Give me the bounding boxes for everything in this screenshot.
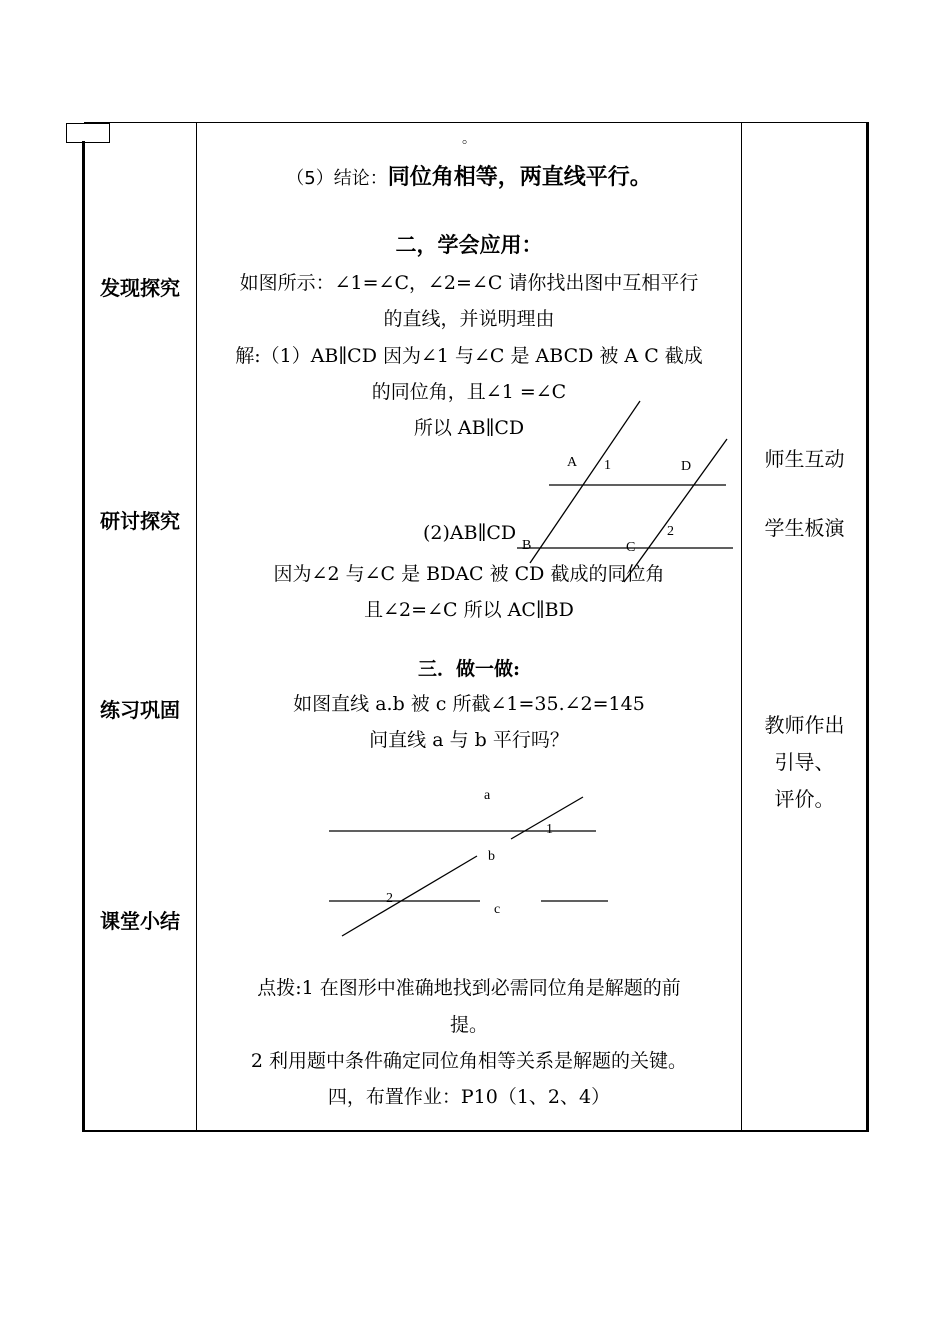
- conclusion-prefix: （5）结论：: [286, 168, 388, 189]
- solution2-line-2: 因为∠2 与∠C 是 BDAC 被 CD 截成的同位角: [273, 563, 665, 585]
- fig2-label-c: c: [494, 902, 501, 917]
- fig2-label-2: 2: [386, 891, 393, 906]
- note-teacher-2: 引导、: [774, 750, 835, 774]
- part3-title: 三．做一做:: [417, 658, 520, 680]
- part2-title: 二，学会应用：: [395, 232, 543, 257]
- fig1-label-C: C: [626, 540, 636, 555]
- top-mark: 。: [462, 131, 476, 147]
- tip-line-3: 2 利用题中条件确定同位角相等关系是解题的关键。: [250, 1050, 688, 1072]
- section-label-practice: 练习巩固: [100, 698, 180, 722]
- fig2-label-b: b: [488, 849, 495, 864]
- section-label-discuss: 研讨探究: [100, 509, 180, 533]
- solution-line-1: 解:（1）AB∥CD 因为∠1 与∠C 是 ABCD 被 A C 截成: [235, 345, 703, 367]
- tip-line-2: 提。: [449, 1014, 488, 1036]
- fig1-label-1: 1: [604, 458, 611, 473]
- note-board: 学生板演: [764, 516, 845, 540]
- solution-line-2: 的同位角，且∠1 =∠C: [371, 381, 567, 403]
- note-interaction: 师生互动: [764, 447, 845, 471]
- problem-line-2: 的直线，并说明理由: [383, 308, 555, 330]
- exercise-line-1: 如图直线 a.b 被 c 所截∠1=35.∠2=145: [293, 693, 645, 715]
- note-teacher-3: 评价。: [774, 787, 835, 811]
- problem-line-1: 如图所示：∠1=∠C，∠2=∠C 请你找出图中互相平行: [239, 272, 699, 294]
- section-label-discover: 发现探究: [100, 276, 180, 300]
- solution2-line-1: (2)AB∥CD: [423, 522, 517, 544]
- fig2-label-1: 1: [546, 822, 553, 837]
- homework-line: 四，布置作业：P10（1、2、4）: [327, 1086, 611, 1108]
- fig1-label-A: A: [567, 455, 578, 470]
- solution-line-3: 所以 AB∥CD: [413, 417, 525, 439]
- section-label-summary: 课堂小结: [100, 909, 180, 933]
- fig1-label-2: 2: [667, 524, 674, 539]
- note-teacher-1: 教师作出: [764, 713, 845, 737]
- solution2-line-3: 且∠2=∠C 所以 AC∥BD: [364, 599, 574, 621]
- exercise-line-2: 问直线 a 与 b 平行吗？: [369, 729, 569, 751]
- fig1-label-B: B: [522, 538, 532, 553]
- fig2-label-a: a: [484, 788, 491, 803]
- fig1-label-D: D: [681, 459, 692, 474]
- conclusion-text: 同位角相等，两直线平行。: [387, 164, 652, 190]
- tip-line-1: 点拨:1 在图形中准确地找到必需同位角是解题的前: [257, 977, 681, 999]
